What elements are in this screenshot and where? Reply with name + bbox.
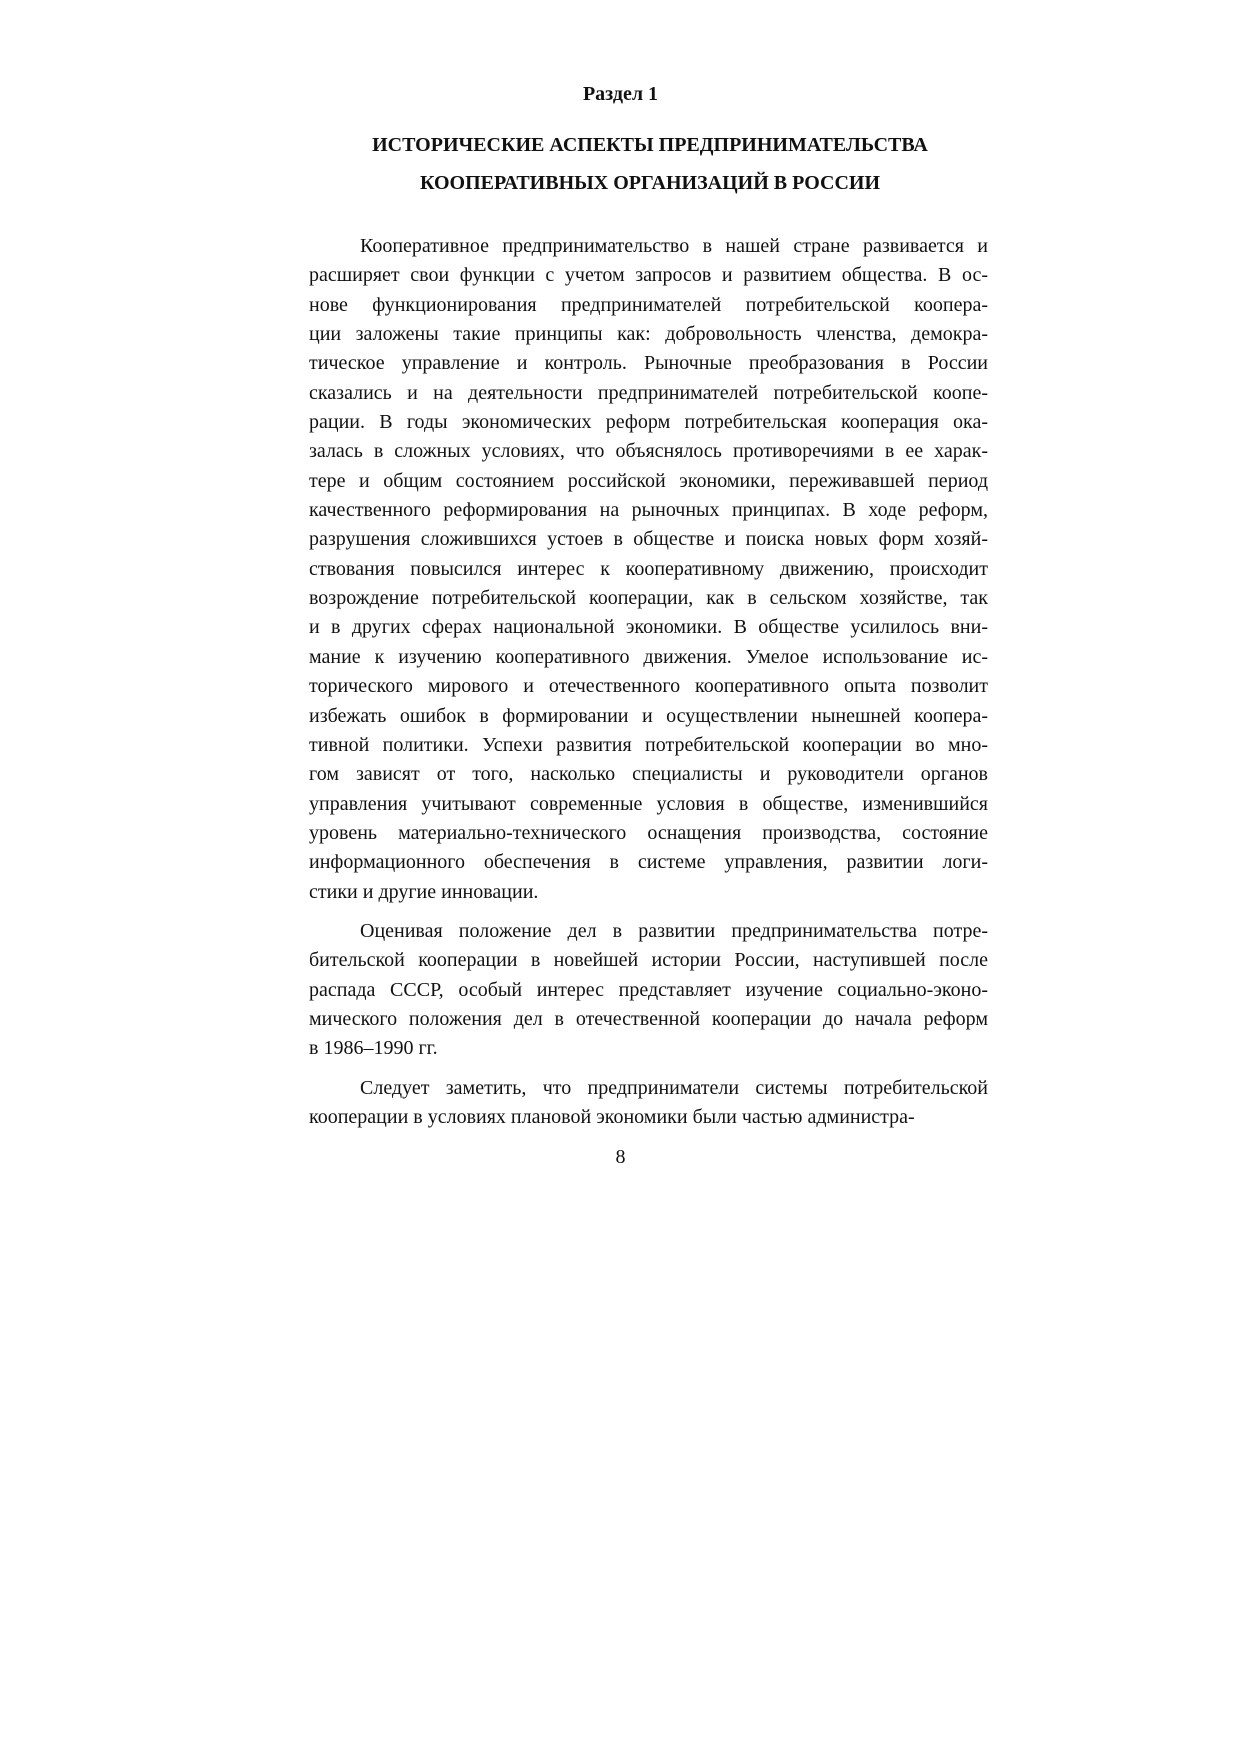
- text-line: информационного обеспечения в системе управления, развитии логи-: [309, 851, 988, 874]
- text-line: залась в сложных условиях, что объяснялось противоречиями в ее харак-: [309, 440, 988, 463]
- text-line: избежать ошибок в формировании и осуществлении нынешней коопера-: [309, 704, 988, 727]
- text-line: тивной политики. Успехи развития потребительской кооперации во мно-: [309, 733, 988, 756]
- text-line: Следует заметить, что предприниматели системы потребительской: [360, 1076, 988, 1099]
- page-number: 8: [615, 1146, 626, 1168]
- text-line: возрождение потребительской кооперации, как в сельском хозяйстве, так: [309, 587, 988, 610]
- text-line: тере и общим состоянием российской экономики, переживавшей период: [309, 469, 988, 492]
- text-line: распада СССР, особый интерес представляет изучение социально-эконо-: [309, 978, 988, 1001]
- text-line: рации. В годы экономических реформ потребительская кооперация ока-: [309, 411, 988, 434]
- text-line: управления учитывают современные условия в обществе, изменившийся: [309, 792, 988, 815]
- body-text: [309, 232, 988, 1142]
- paragraph: [309, 917, 988, 1064]
- text-line: Оценивая положение дел в развитии предпринимательства потре-: [360, 919, 988, 942]
- paragraph: [309, 1074, 988, 1133]
- paragraph: [309, 232, 988, 907]
- chapter-title-line: ИСТОРИЧЕСКИЕ АСПЕКТЫ ПРЕДПРИНИМАТЕЛЬСТВА: [372, 134, 928, 156]
- text-line: мание к изучению кооперативного движения. Умелое использование ис-: [309, 645, 988, 668]
- text-line: в 1986–1990 гг.: [309, 1037, 438, 1060]
- text-line: Кооперативное предпринимательство в нашей стране развивается и: [360, 235, 988, 257]
- text-line: сказались и на деятельности предпринимателей потребительской коопе-: [309, 381, 988, 404]
- text-line: торического мирового и отечественного кооперативного опыта позволит: [309, 675, 988, 698]
- text-line: бительской кооперации в новейшей истории России, наступившей после: [309, 949, 988, 972]
- text-line: уровень материально-технического оснащения производства, состояние: [309, 821, 988, 844]
- chapter-title-line: КООПЕРАТИВНЫХ ОРГАНИЗАЦИЙ В РОССИИ: [419, 172, 881, 194]
- text-line: тическое управление и контроль. Рыночные преобразования в России: [309, 352, 988, 375]
- chapter-title: [300, 126, 1000, 202]
- text-line: расширяет свои функции с учетом запросов и развитием общества. В ос-: [309, 264, 988, 287]
- text-line: нове функционирования предпринимателей потребительской коопера-: [309, 293, 988, 316]
- text-line: качественного реформирования на рыночных принципах. В ходе реформ,: [309, 499, 988, 522]
- text-line: мического положения дел в отечественной кооперации до начала реформ: [309, 1007, 988, 1030]
- text-line: ции заложены такие принципы как: добровольность членства, демокра-: [309, 323, 988, 346]
- text-line: стики и другие инновации.: [309, 880, 539, 903]
- text-line: разрушения сложившихся устоев в обществе и поиска новых форм хозяй-: [309, 528, 988, 551]
- text-line: гом зависят от того, насколько специалисты и руководители органов: [309, 763, 988, 786]
- text-line: и в других сферах национальной экономики. В обществе усилилось вни-: [309, 616, 988, 639]
- text-line: ствования повысился интерес к кооперативному движению, происходит: [309, 557, 988, 580]
- text-line: кооперации в условиях плановой экономики были частью администра-: [309, 1105, 915, 1128]
- section-label: Раздел 1: [582, 83, 659, 105]
